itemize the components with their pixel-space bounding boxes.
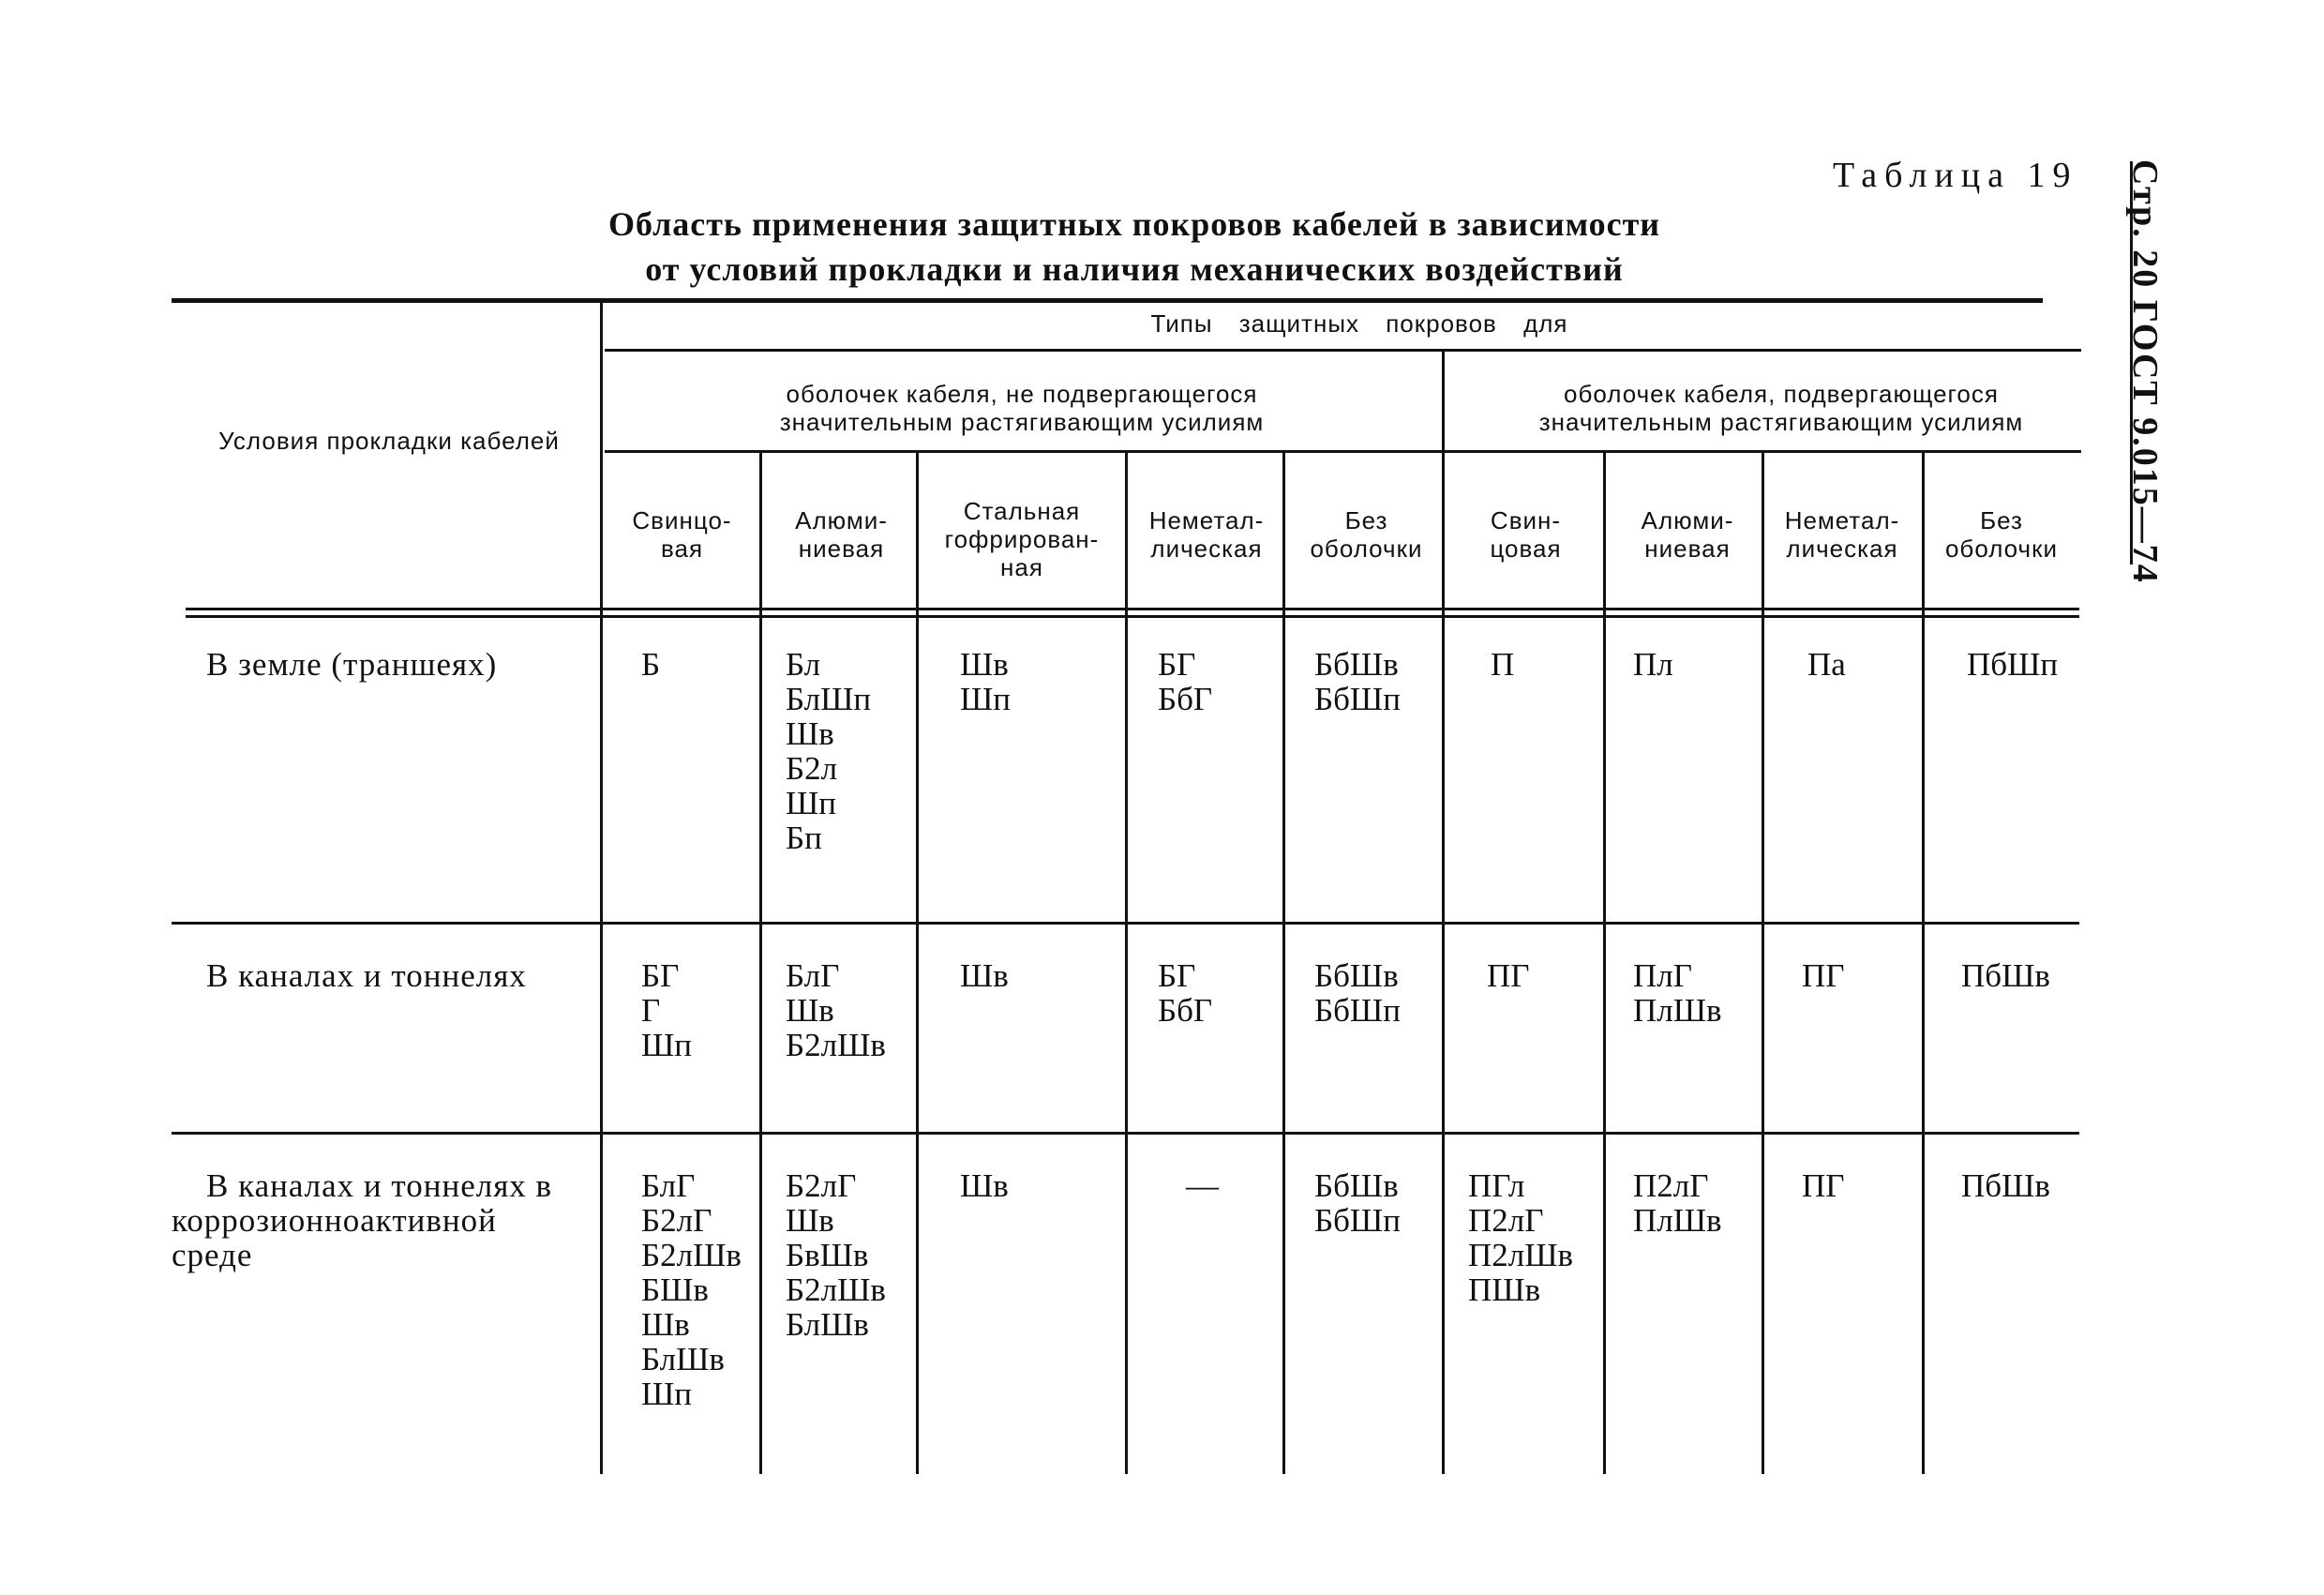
header-col-4: Неметал-лическая [1148, 506, 1265, 563]
row-1-condition: В земле (траншеях) [206, 646, 498, 683]
row-2-condition: В каналах и тоннелях [206, 957, 527, 994]
row-2-col-7: ПлГ ПлШв [1633, 957, 1722, 1029]
col-divider-3 [1125, 453, 1128, 1474]
row-1-col-9: ПбШп [1967, 646, 2059, 683]
row-1-col-1: Б [641, 646, 661, 683]
row-1-col-6: П [1491, 646, 1515, 683]
groups-rule [605, 450, 2081, 453]
header-types: Типы защитных покровов для [1150, 309, 1568, 338]
row-1-col-7: Пл [1633, 646, 1673, 683]
header-col-3: Стальная гофрирован-ная [944, 497, 1100, 581]
header-group-2: оболочек кабеля, подвергающегося значительным растягивающим усилиям [1538, 380, 2024, 436]
row-2-col-6: ПГ [1487, 957, 1530, 994]
row-3-col-7: П2лГ ПлШв [1633, 1167, 1722, 1239]
row-3-col-4: — [1186, 1167, 1219, 1204]
row-3-col-2: Б2лГ Шв БвШв Б2лШв БлШв [786, 1167, 886, 1343]
col-divider-groups [1442, 352, 1445, 1474]
row-1-col-8: Па [1807, 646, 1846, 683]
header-col-1: Свинцо-вая [632, 506, 732, 563]
col-divider-6 [1603, 453, 1606, 1474]
row-2-col-2: БлГ Шв Б2лШв [786, 957, 886, 1063]
col-divider-7 [1762, 453, 1764, 1474]
caption-line-1: Область применения защитных покровов кабелей в зависимости [607, 205, 1661, 243]
col-divider-conditions [600, 302, 603, 1474]
row-3-col-8: ПГ [1802, 1167, 1845, 1204]
col-divider-1 [759, 453, 762, 1474]
caption-line-2: от условий прокладки и наличия механических воздействий [645, 250, 1624, 288]
row-3-col-5: БбШв БбШп [1314, 1167, 1401, 1239]
header-group-1: оболочек кабеля, не подвергающегося значительным растягивающим усилиям [779, 380, 1265, 436]
header-col-2: Алюми-ниевая [795, 506, 888, 563]
row-3-col-3: Шв [960, 1167, 1009, 1204]
types-rule [605, 349, 2081, 352]
header-col-9: Без оболочки [1944, 506, 2059, 563]
row-2-col-8: ПГ [1802, 957, 1845, 994]
row-1-col-5: БбШв БбШп [1314, 646, 1401, 717]
row-3-col-9: ПбШв [1961, 1167, 2050, 1204]
header-col-8: Неметал-лическая [1784, 506, 1900, 563]
row-2-col-3: Шв [960, 957, 1009, 994]
col-divider-2 [916, 453, 919, 1474]
row-1-col-2: Бл БлШп Шв Б2л Шп Бп [786, 646, 872, 856]
row-2-col-9: ПбШв [1961, 957, 2050, 994]
table-caption [525, 202, 1744, 292]
row-1-col-3: Шв Шп [960, 646, 1012, 717]
header-col-5: Без оболочки [1310, 506, 1423, 563]
row-2-col-1: БГ Г Шп [641, 957, 693, 1063]
row-3-condition: В каналах и тоннелях в коррозионноактивной среде [172, 1167, 553, 1273]
page-header-vertical: Стр. 20 ГОСТ 9.015—74 [2125, 159, 2165, 584]
row-1-col-4: БГ БбГ [1158, 646, 1213, 717]
header-bottom-rule [186, 608, 2079, 610]
header-col-6: Свин-цовая [1490, 506, 1562, 563]
header-col-7: Алюми-ниевая [1641, 506, 1734, 563]
table-number: Таблица 19 [1833, 156, 2078, 195]
row-3-col-6: ПГл П2лГ П2лШв ПШв [1468, 1167, 1574, 1308]
row-2-col-4: БГ БбГ [1158, 957, 1213, 1029]
col-divider-4 [1282, 453, 1285, 1474]
col-divider-8 [1922, 453, 1925, 1474]
header-conditions: Условия прокладки кабелей [218, 427, 560, 455]
row-3-col-1: БлГ Б2лГ Б2лШв БШв Шв БлШв Шп [641, 1167, 742, 1412]
row-2-col-5: БбШв БбШп [1314, 957, 1401, 1029]
table-top-rule [172, 298, 2043, 303]
header-bottom-rule-2 [186, 615, 2079, 618]
